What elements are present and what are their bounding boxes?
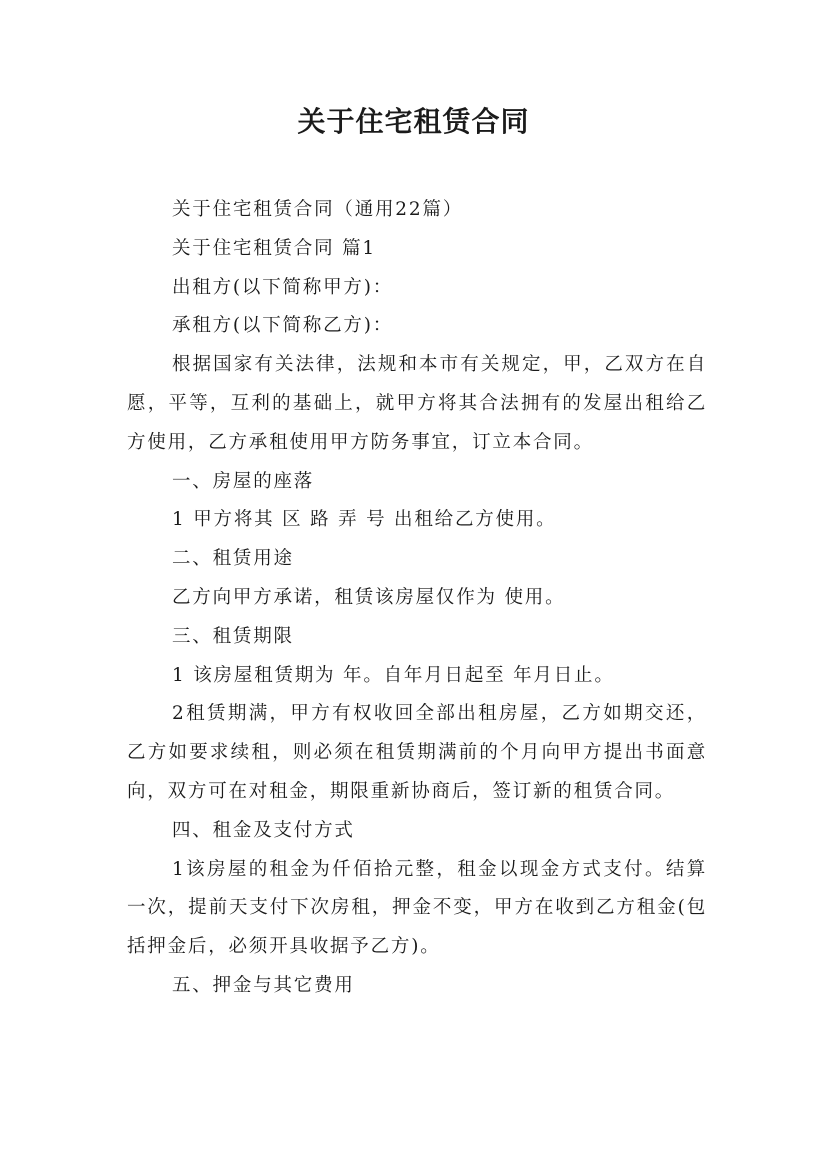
paragraph-subtitle: 关于住宅租赁合同（通用22篇） [172, 199, 464, 220]
heading-deposit-fees: 五、押金与其它费用 [172, 974, 355, 996]
document-title: 关于住宅租赁合同 [297, 105, 530, 138]
paragraph-rent-payment: 1该房屋的租金为仟佰拾元整，租金以现金方式支付。结算一次，提前天支付下次房租，押金不变，甲方在收到乙方租金(包括押金后，必须开具收据予乙方)。 [127, 858, 707, 958]
heading-lease-purpose: 二、租赁用途 [172, 548, 294, 570]
heading-property-location: 一、房屋的座落 [172, 470, 315, 492]
paragraph-lessor: 出租方(以下简称甲方)： [172, 276, 394, 298]
paragraph-lease-term-1: 1 该房屋租赁期为 年。自年月日起至 年月日止。 [172, 664, 615, 686]
paragraph-section-heading: 关于住宅租赁合同 篇1 [172, 237, 376, 259]
heading-lease-term: 三、租赁期限 [172, 625, 294, 647]
heading-rent-payment: 四、租金及支付方式 [172, 819, 355, 841]
paragraph-property-location: 1 甲方将其 区 路 弄 号 出租给乙方使用。 [172, 509, 557, 531]
paragraph-lease-purpose: 乙方向甲方承诺，租赁该房屋仅作为 使用。 [172, 586, 566, 608]
document-body [127, 191, 707, 1006]
paragraph-lessee: 承租方(以下简称乙方)： [172, 315, 394, 337]
paragraph-preamble: 根据国家有关法律，法规和本市有关规定，甲，乙双方在自愿，平等，互利的基础上，就甲方将其合法拥有的发屋出租给乙方使用，乙方承租使用甲方防务事宜，订立本合同。 [127, 354, 707, 453]
paragraph-lease-term-2: 2租赁期满，甲方有权收回全部出租房屋，乙方如期交还，乙方如要求续租，则必须在租赁期满前的个月向甲方提出书面意向，双方可在对租金，期限重新协商后，签订新的租赁合同。 [127, 703, 707, 802]
